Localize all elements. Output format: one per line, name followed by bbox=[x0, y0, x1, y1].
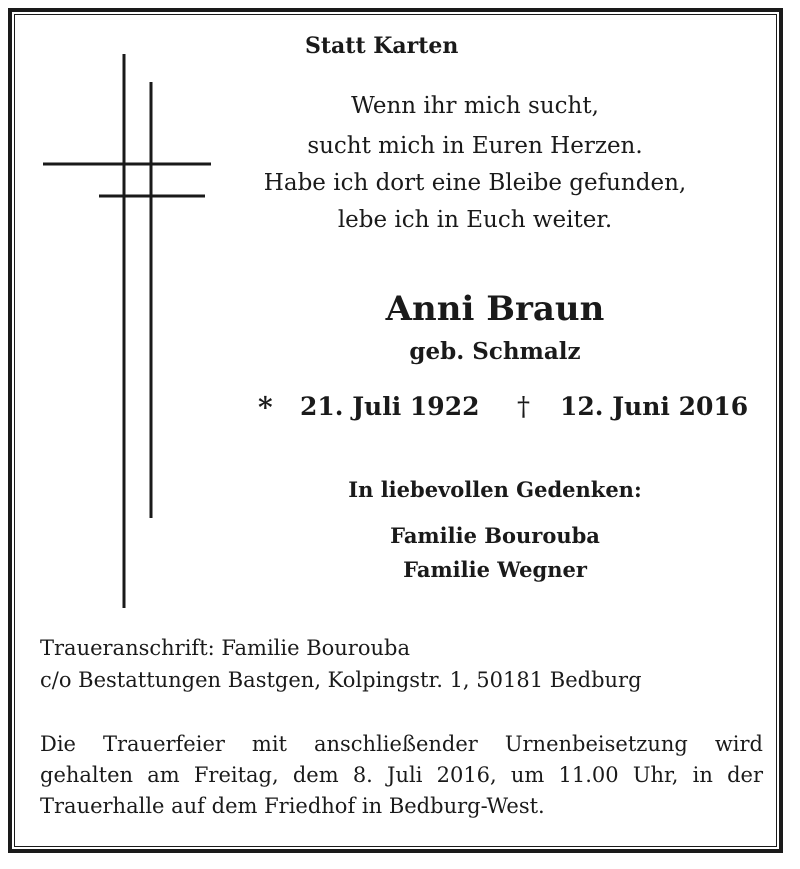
mourning-address-line: Traueranschrift: Familie Bourouba bbox=[40, 636, 410, 660]
family-name: Familie Bourouba bbox=[390, 523, 600, 548]
family-name: Familie Wegner bbox=[403, 557, 587, 582]
deceased-name: Anni Braun bbox=[385, 289, 605, 329]
poem-line: Wenn ihr mich sucht, bbox=[351, 93, 599, 119]
death-date: 12. Juni 2016 bbox=[560, 392, 749, 421]
mourning-address-line: c/o Bestattungen Bastgen, Kolpingstr. 1, 50181 Bedburg bbox=[40, 668, 642, 692]
ceremony-line: Trauerhalle auf dem Friedhof in Bedburg-West. bbox=[40, 794, 545, 818]
poem-line: lebe ich in Euch weiter. bbox=[337, 207, 613, 233]
ceremony-line: gehalten am Freitag, dem 8. Juli 2016, um 11.00 Uhr, in der bbox=[40, 763, 763, 787]
death-cross-icon: † bbox=[517, 392, 530, 422]
notice-heading: Statt Karten bbox=[305, 33, 459, 59]
birth-symbol: * bbox=[258, 391, 273, 424]
ceremony-line: Die Trauerfeier mit anschließender Urnenbeisetzung wird bbox=[40, 732, 763, 756]
remembrance-line: In liebevollen Gedenken: bbox=[348, 477, 642, 502]
birth-date: 21. Juli 1922 bbox=[300, 392, 480, 421]
birth-name: geb. Schmalz bbox=[409, 338, 581, 365]
poem-line: Habe ich dort eine Bleibe gefunden, bbox=[263, 170, 687, 196]
poem-line: sucht mich in Euren Herzen. bbox=[307, 133, 643, 159]
